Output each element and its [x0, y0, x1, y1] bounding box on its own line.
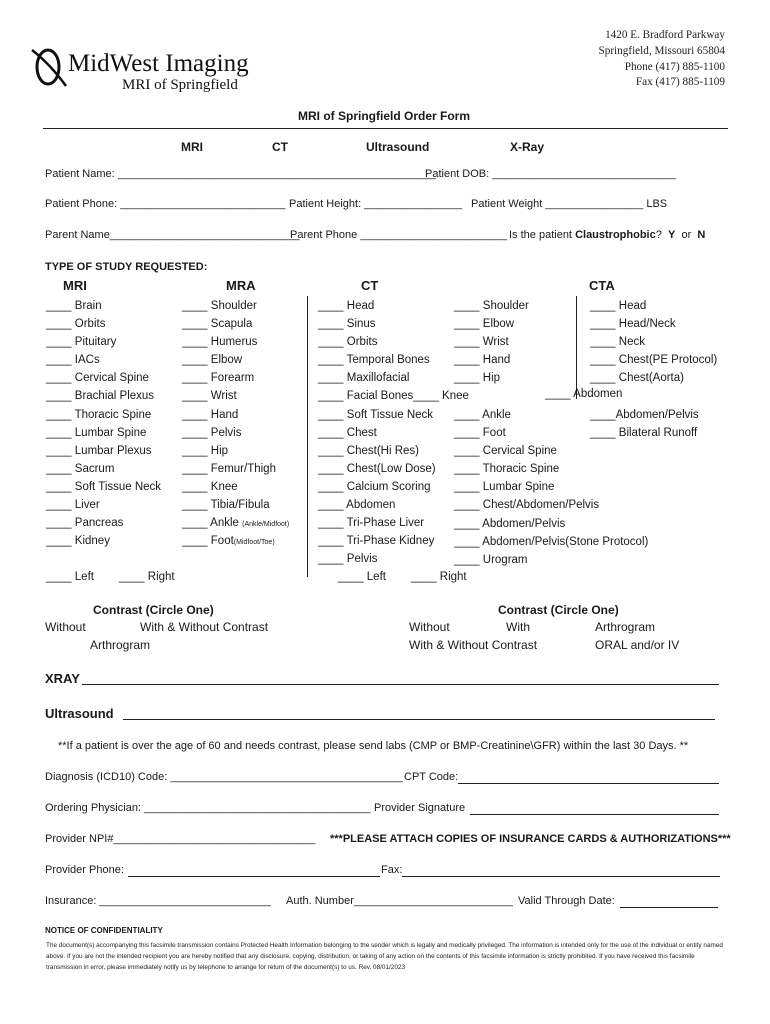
- list-item[interactable]: ____ Chest: [318, 426, 377, 439]
- attach-insurance-note: ***PLEASE ATTACH COPIES OF INSURANCE CARDS & AUTHORIZATIONS***: [330, 833, 731, 845]
- contrast-labs-note: **If a patient is over the age of 60 and needs contrast, please send labs (CMP or BMP-Creatinine\GFR) within the last 30 Days. **: [58, 740, 689, 752]
- list-item[interactable]: ____ Sacrum: [46, 462, 115, 475]
- list-item[interactable]: ____ Elbow: [454, 318, 515, 331]
- contrast-ct-arthrogram[interactable]: Arthrogram: [595, 620, 656, 634]
- ankle-label: ____ Ankle: [182, 517, 239, 530]
- ct-list-main: [318, 297, 469, 568]
- list-item[interactable]: ____ Abdomen/Pelvis(Stone Protocol): [454, 535, 649, 548]
- list-item[interactable]: ____ Pituitary: [46, 336, 117, 349]
- list-item[interactable]: ____ Orbits: [318, 336, 378, 349]
- provider-signature-line[interactable]: [470, 814, 719, 815]
- list-item[interactable]: ____ Temporal Bones: [318, 354, 430, 367]
- list-item[interactable]: ____ Ankle: [454, 409, 511, 421]
- address-line: Springfield, Missouri 65804: [598, 44, 725, 57]
- list-item[interactable]: ____ Cervical Spine: [46, 372, 149, 385]
- provider-phone-line[interactable]: [128, 876, 380, 877]
- list-item[interactable]: ____ Pancreas: [46, 517, 124, 530]
- foot-label: ____ Foot: [182, 535, 234, 548]
- header-mra: MRA: [226, 278, 256, 293]
- column-divider-ct: [307, 296, 308, 577]
- list-item[interactable]: ____ Head/Neck: [590, 318, 676, 331]
- address-phone: Phone (417) 885-1100: [624, 60, 725, 73]
- contrast-mri-with-without[interactable]: With & Without Contrast: [140, 620, 269, 634]
- patient-name-field[interactable]: Patient Name: ____________________________________________________: [45, 168, 436, 180]
- xray-label: XRAY: [45, 671, 80, 686]
- ultrasound-line[interactable]: [123, 719, 715, 720]
- list-item[interactable]: ____ Hand: [182, 408, 239, 421]
- claustrophobic-question: [509, 229, 705, 241]
- list-item[interactable]: ____ Forearm: [182, 372, 255, 385]
- list-item[interactable]: ____ Abdomen: [318, 499, 396, 512]
- list-item[interactable]: ____ Liver: [46, 499, 100, 512]
- title-divider: [43, 128, 728, 129]
- logo-mark-icon: [30, 42, 70, 92]
- list-item[interactable]: ____ Hand: [454, 354, 511, 367]
- list-item[interactable]: ____ Pelvis: [318, 553, 378, 566]
- claustro-prefix: Is the patient: [509, 229, 572, 241]
- list-item[interactable]: ____ Neck: [590, 336, 645, 349]
- list-item[interactable]: ____ Calcium Scoring: [318, 480, 431, 493]
- list-item[interactable]: ____ Soft Tissue Neck: [46, 480, 162, 493]
- column-divider-cta: [576, 296, 577, 399]
- header-ct: CT: [361, 278, 379, 293]
- mri-list: [46, 297, 161, 550]
- list-item[interactable]: ____ Lumbar Plexus: [46, 444, 152, 457]
- contrast-mri-heading: Contrast (Circle One): [93, 603, 214, 617]
- cta-abdomen[interactable]: ____ Abdomen: [545, 388, 623, 400]
- list-item-ankle[interactable]: [182, 514, 289, 532]
- list-item[interactable]: ____ Thoracic Spine: [454, 463, 560, 476]
- list-item[interactable]: ____ Lumbar Spine: [454, 481, 555, 494]
- list-item[interactable]: ____ Hip: [454, 372, 501, 385]
- contrast-ct-oral[interactable]: ORAL and/or IV: [595, 638, 680, 652]
- mra-list: [182, 297, 289, 550]
- study-heading: TYPE OF STUDY REQUESTED:: [45, 261, 208, 273]
- list-item[interactable]: ____ Scapula: [182, 318, 253, 331]
- list-item[interactable]: ____ Humerus: [182, 336, 258, 349]
- modality-ct[interactable]: CT: [272, 140, 288, 154]
- list-item[interactable]: ____ Abdomen/Pelvis: [454, 517, 566, 530]
- list-item[interactable]: ____ Maxillofacial: [318, 372, 410, 385]
- list-item-foot[interactable]: [182, 532, 289, 550]
- address-fax: Fax (417) 885-1109: [635, 76, 725, 89]
- list-item[interactable]: ____Abdomen/Pelvis: [590, 409, 699, 421]
- parent-phone-field[interactable]: Parent Phone ________________________: [290, 229, 508, 241]
- modality-mri[interactable]: MRI: [181, 140, 203, 154]
- list-item[interactable]: ____ Kidney: [46, 535, 110, 548]
- patient-phone-field[interactable]: Patient Phone: ___________________________: [45, 198, 286, 210]
- insurance-field[interactable]: Insurance: ____________________________: [45, 895, 271, 907]
- modality-ultrasound[interactable]: Ultrasound: [366, 140, 430, 154]
- claustro-word: Claustrophobic: [575, 229, 656, 241]
- contrast-mri-arthrogram[interactable]: Arthrogram: [90, 638, 151, 652]
- address-line: 1420 E. Bradford Parkway: [605, 29, 725, 41]
- claustro-or: or: [681, 229, 692, 241]
- modality-xray[interactable]: X-Ray: [510, 140, 545, 154]
- claustro-yes[interactable]: Y: [667, 229, 676, 241]
- list-item[interactable]: ____ Orbits: [46, 318, 106, 331]
- list-item[interactable]: ____ Tri-Phase Kidney: [318, 535, 435, 548]
- contrast-mri-without[interactable]: Without: [45, 620, 86, 634]
- list-item[interactable]: ____ Chest(Hi Res): [318, 444, 419, 457]
- patient-height-field[interactable]: Patient Height: ________________: [289, 198, 463, 210]
- list-item[interactable]: ____ Pelvis: [182, 426, 242, 439]
- parent-name-field[interactable]: Parent Name_______________________________: [45, 229, 300, 241]
- header-cta: CTA: [589, 278, 615, 293]
- list-item[interactable]: ____ Brain: [46, 300, 102, 312]
- diagnosis-field[interactable]: Diagnosis (ICD10) Code: ______________________________________: [45, 771, 403, 783]
- confidentiality-body: The document(s) accompanying this facsimile transmission contains Protected Health Information belonging to the sender which is legally and medically privileged. The information is intended only for the use of the individual or entity named above. If you are not the intended recipient you are hereby notified that any disclosure, copying, distribution, or taking of any action on the contents of this facsimile information is strictly prohibited. If you have received this facsimile transmission in error, please immediately notify us by telephone to arrange for return of the document(s) to us. Rev. 08/01/2023: [46, 942, 723, 971]
- ultrasound-label: Ultrasound: [45, 706, 114, 721]
- valid-through-line[interactable]: [620, 907, 718, 908]
- contrast-ct-with[interactable]: With: [506, 620, 530, 634]
- list-item[interactable]: ____ Bilateral Runoff: [590, 427, 698, 440]
- list-item[interactable]: ____ Shoulder: [454, 300, 529, 312]
- provider-signature-label: Provider Signature: [374, 802, 466, 814]
- cpt-line[interactable]: [458, 783, 719, 784]
- auth-number-field[interactable]: Auth. Number__________________________: [286, 895, 513, 907]
- list-item[interactable]: ____ Head: [590, 300, 647, 312]
- foot-sublabel: (Midfoot/Toe): [233, 539, 275, 547]
- cta-list-lower: [590, 406, 699, 442]
- contrast-ct-with-without[interactable]: With & Without Contrast: [409, 638, 538, 652]
- claustro-no[interactable]: N: [697, 229, 706, 241]
- claustro-question-mark: ?: [655, 229, 662, 241]
- list-item[interactable]: ____ Knee: [182, 480, 238, 493]
- patient-dob-field[interactable]: Patient DOB: ______________________________: [425, 168, 676, 180]
- list-item[interactable]: ____ Lumbar Spine: [46, 426, 147, 439]
- provider-phone-label: Provider Phone:: [45, 864, 124, 876]
- list-item[interactable]: ____ Chest(Low Dose): [318, 462, 436, 475]
- provider-npi-field[interactable]: Provider NPI#_________________________________: [45, 833, 316, 845]
- logo-sub-text: MRI of Springfield: [122, 77, 238, 93]
- contrast-ct-heading: Contrast (Circle One): [498, 603, 619, 617]
- list-item[interactable]: ____ Urogram: [454, 553, 528, 566]
- list-item[interactable]: ____ Femur/Thigh: [182, 462, 276, 475]
- list-item[interactable]: ____ Sinus: [318, 318, 376, 331]
- list-item[interactable]: ____ Chest/Abdomen/Pelvis: [454, 499, 600, 512]
- list-item[interactable]: ____ Chest(Aorta): [590, 372, 684, 385]
- list-item[interactable]: ____ Elbow: [182, 354, 243, 367]
- mri-left[interactable]: ____ Left: [46, 571, 94, 583]
- cpt-label: CPT Code:: [404, 771, 459, 783]
- list-item[interactable]: ____ Cervical Spine: [454, 445, 557, 458]
- header-mri: MRI: [63, 278, 87, 293]
- valid-through-label: Valid Through Date:: [518, 895, 615, 907]
- list-item[interactable]: ____ Wrist: [454, 336, 509, 349]
- ankle-sublabel: (Ankle/Midfoot): [242, 521, 290, 529]
- list-item[interactable]: ____ Head: [318, 300, 375, 312]
- ct-left[interactable]: ____ Left: [338, 571, 386, 583]
- fax-label: Fax:: [381, 864, 403, 876]
- mri-right[interactable]: ____ Right: [119, 571, 175, 583]
- ct-right[interactable]: ____ Right: [411, 571, 467, 583]
- address-block: [599, 28, 725, 91]
- list-item[interactable]: ____ Shoulder: [182, 300, 257, 312]
- list-item[interactable]: ____ Brachial Plexus: [46, 390, 155, 403]
- ordering-physician-field[interactable]: Ordering Physician: _____________________________________: [45, 802, 371, 814]
- list-item[interactable]: ____ Foot: [454, 427, 506, 440]
- list-item[interactable]: ____ Soft Tissue Neck: [318, 408, 434, 421]
- list-item[interactable]: ____ Hip: [182, 444, 229, 457]
- list-item[interactable]: ____ Tri-Phase Liver: [318, 517, 425, 530]
- list-item[interactable]: ____ Chest(PE Protocol): [590, 354, 718, 367]
- list-item[interactable]: ____ Wrist: [182, 390, 237, 403]
- ct-list-extremity: [454, 297, 529, 387]
- confidentiality-title: NOTICE OF CONFIDENTIALITY: [45, 926, 163, 935]
- list-item[interactable]: ____ IACs: [46, 354, 100, 367]
- logo-main-text: MidWest Imaging: [68, 50, 249, 77]
- patient-weight-field[interactable]: Patient Weight ________________ LBS: [471, 198, 668, 210]
- form-title: MRI of Springfield Order Form: [298, 109, 471, 123]
- fax-line[interactable]: [402, 876, 720, 877]
- xray-line[interactable]: [82, 684, 719, 685]
- contrast-ct-without[interactable]: Without: [409, 620, 450, 634]
- cta-list: [590, 297, 717, 387]
- list-item[interactable]: ____ Facial Bones____ Knee: [318, 390, 469, 403]
- list-item[interactable]: ____ Tibia/Fibula: [182, 499, 270, 512]
- list-item[interactable]: ____ Thoracic Spine: [46, 408, 152, 421]
